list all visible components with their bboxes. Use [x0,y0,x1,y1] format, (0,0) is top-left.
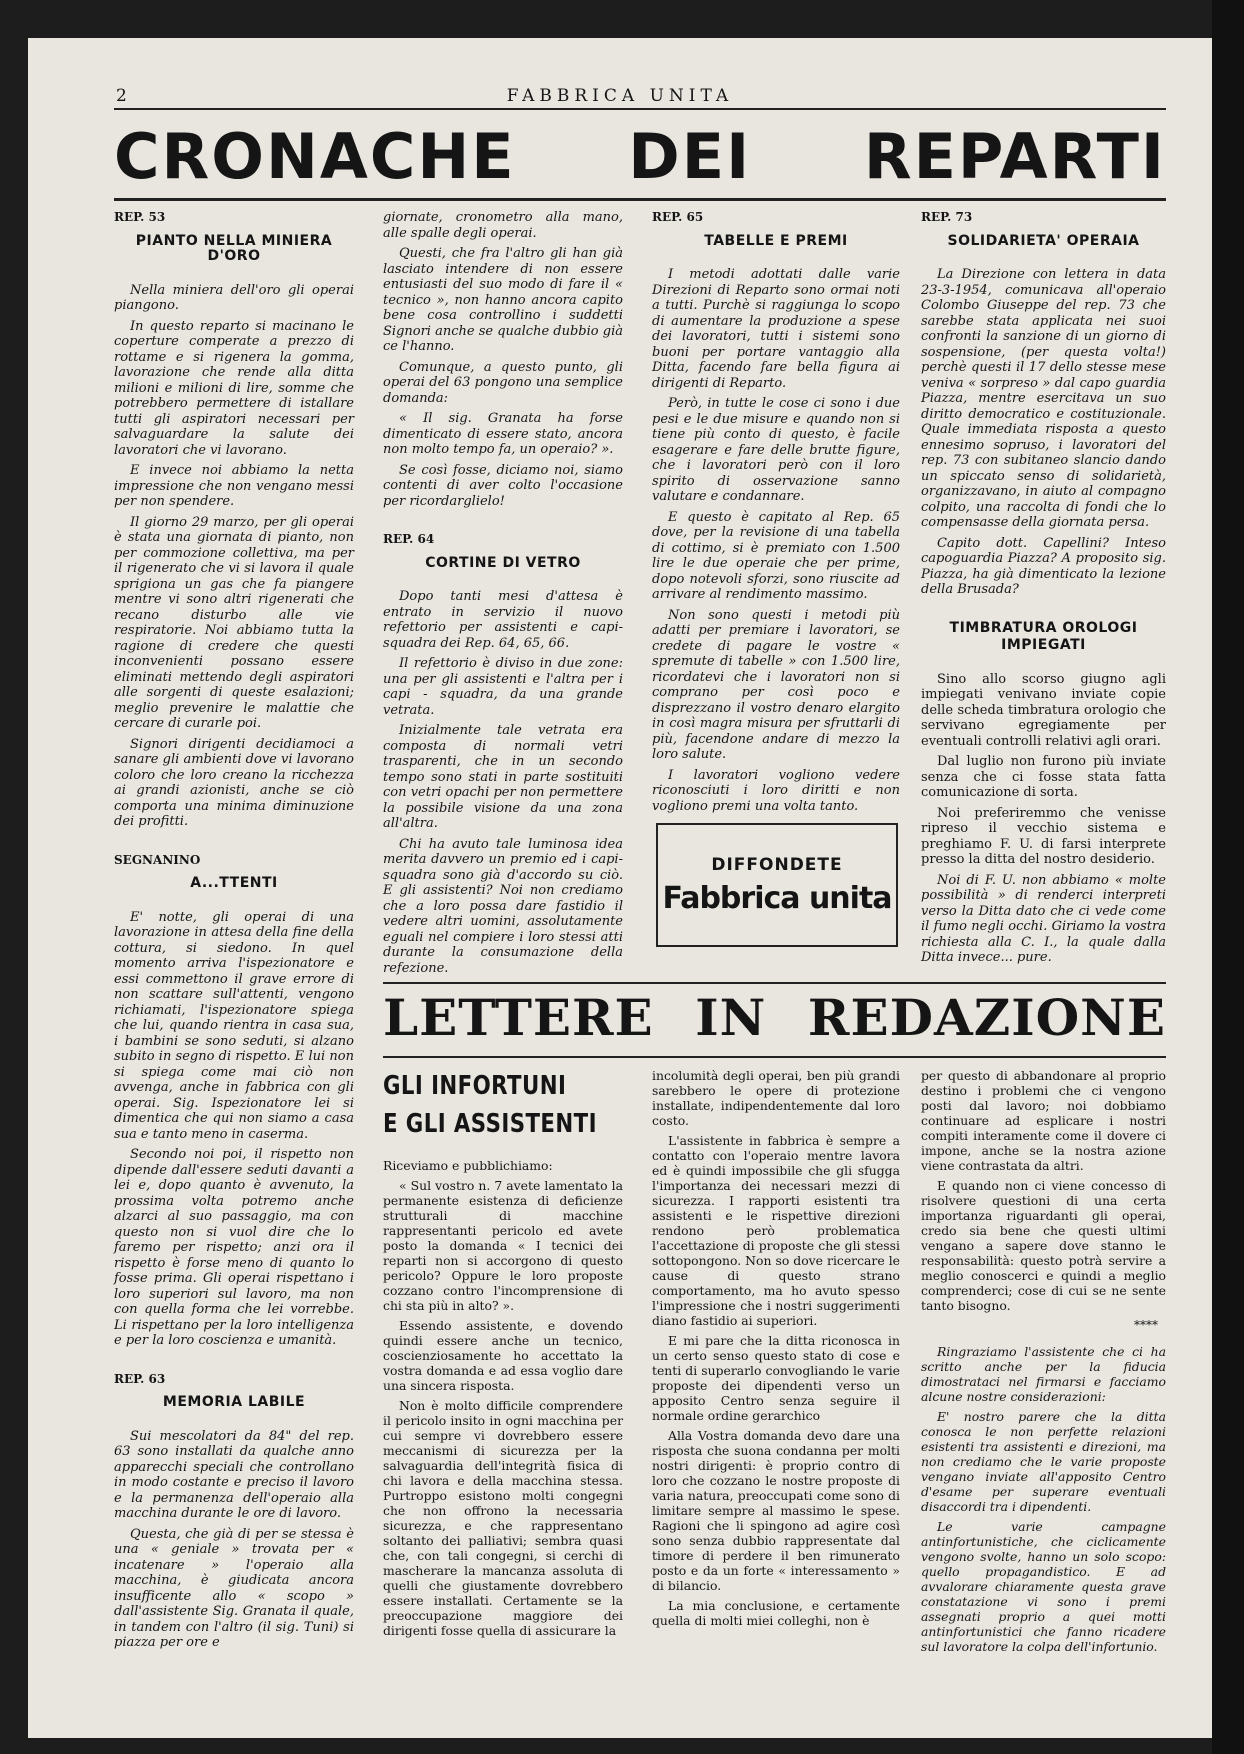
article-paragraph: I lavoratori vogliono vedere riconosciuti i loro diritti e non vogliono premi una volta tanto. [652,767,900,814]
letter-paragraph: La mia conclusione, e certamente quella di molti miei colleghi, non è [652,1598,900,1628]
page-number: 2 [116,86,127,106]
article-department: SEGNANINO [114,852,201,867]
article-paragraph: Questa, che già di per se stessa è una « geniale » trovata per « incatenare » l'operaio alla macchina, è giudicata ancora insufficente allo « scopo » dall'assistente Sig. Granata il quale, in tandem con l'altro (il sig. Tuni) si piazza per ore e [114,1526,354,1650]
article-paragraph: « Il sig. Granata ha forse dimenticato di essere stato, ancora non molto tempo fa, un operaio? ». [383,411,623,457]
letters-headline [383,984,1166,1052]
headline-word: LETTERE [383,988,654,1047]
article-paragraph: Il giorno 29 marzo, per gli operai è stata una giornata di pianto, non per commozione collettiva, ma per il rigenerato che vi si lavora il quale sprigiona un gas che fa piangere mentre vi sono altri rigenerati che recano disturbo alle vie respiratorie. Noi abbiamo tutta la ragione di credere che questi inconvenienti possano essere eliminati mettendo degli aspiratori alle sorgenti di queste esalazioni; meglio prevenire le malattie che cercare di curarle poi. [114,514,354,731]
article-paragraph: La Direzione con lettera in data 23-3-1954, comunicava all'operaio Colombo Giuseppe del rep. 73 che sarebbe stata applicata nei suoi confronti la sanzione di un giorno di sospensione, (per questa volta!) perchè questi il 17 dello stesse mese veniva « sorpreso » dal capo guardia Piazza, mentre esercitava un suo diritto democratico e costituzionale. Quale immediata risposta a questo ennesimo sopruso, i lavoratori del rep. 73 con subitaneo slancio dando un spiccato senso di solidarietà, organizzavano, in aiuto al compagno colpito, una raccolta di fondi che lo compensasse della giornata persa. [921,267,1166,530]
article-paragraph: Non sono questi i metodi più adatti per premiare i lavoratori, se credete di pagare le vostre « spremute di tabelle » con 1.500 lire, ricordatevi che i lavoratori non si comprano per così poco e disprezzano il vostro denaro elargito in così magra misura per sfruttarli di più, facendone andare di mezzo la loro salute. [652,607,900,762]
letters-column-2 [652,1068,900,1633]
article-paragraph: E' notte, gli operai di una lavorazione in attesa della fine della cottura, si siedono. In quel momento arriva l'ispezionatore e essi commettono il grave errore di non scattare sull'attenti, vengono richiamati, l'ispezionatore spiega che lui, quando rientra in casa sua, i bambini se sono seduti, si alzano subito in segno di rispetto. E lui non si spiega come mai ciò non avvenga, anche in fabbrica con gli operai. Sig. Ispezionatore lei si dimentica che qui non siamo a casa sua e tanto meno in caserma. [114,909,354,1142]
article-paragraph: Comunque, a questo punto, gli operai del 63 pongono una semplice domanda: [383,359,623,406]
masthead-rule [114,108,1166,110]
article-title: CORTINE DI VETRO [425,554,581,571]
article-title: IMPIEGATI [1001,637,1086,653]
article-paragraph: Sino allo scorso giugno agli impiegati venivano inviate copie delle scheda timbratura orologio che servivano egregiamente per eventuali controlli relativi agli orari. [921,671,1166,749]
promo-newspaper-name: Fabbrica unita [662,880,892,916]
letter-paragraph: E mi pare che la ditta riconosca in un certo senso questo stato di cose e tenti di superarlo convogliando le varie proposte dei dipendenti verso un apposito Centro senza seguire il normale ordine gerarchico [652,1333,900,1423]
headline-rule [114,198,1166,201]
article-paragraph: E invece noi abbiamo la netta impressione che non vengano messi per non spendere. [114,463,354,509]
headline-word: IN [695,988,767,1047]
letter-paragraph: Alla Vostra domanda devo dare una risposta che suona condanna per molti nostri dirigenti: è proprio contro di loro che cozzano le nostre proposte di varia natura, preoccupati come sono di limitare sempre al massimo le spese. Ragioni che li spingono ad agire così sono senza dubbio rappresentate dal timore di perdere il ben rimunerato posto e da un forte « interessamento » di bilancio. [652,1428,900,1593]
newspaper-page [28,38,1212,1738]
editor-reply-paragraph: Le varie campagne antinfortunistiche, che ciclicamente vengono svolte, hanno un solo scopo: quello propagandistico. E ad avvalorare chiaramente questa grave constatazione vi sono i premi assegnati proprio a quei motti antinfortunistici che fanno ricadere sul lavoratore la colpa dell'infortunio. [921,1518,1166,1654]
letters-column-1 [383,1068,623,1643]
article-paragraph: Però, in tutte le cose ci sono i due pesi e le due misure e quando non si tiene più conto di questo, è facile esagerare e fare delle brutte figure, che i lavoratori però con il loro spirito di osservazione sanno valutare e condannare. [652,396,900,504]
letter-paragraph: Essendo assistente, e dovendo quindi essere anche un tecnico, coscienziosamente ho accettato la vostra domanda e ad essa voglio dare una sincera risposta. [383,1318,623,1393]
scan-border [1212,0,1244,1754]
editor-reply-paragraph: E' nostro parere che la ditta conosca le non perfette relazioni esistenti tra assistenti e direzioni, ma non crediamo che le varie proposte vengano inviate all'apposito Centro d'esame per superare eventuali disaccordi tra i dipendenti. [921,1408,1166,1514]
headline-word: REDAZIONE [807,988,1166,1047]
article-title: PIANTO NELLA MINIERA D'ORO [135,232,333,264]
article-paragraph: Sui mescolatori da 84" del rep. 63 sono installati da qualche anno apparecchi speciali che controllano in modo costante e preciso il lavoro e la permanenza dell'operaio alla macchina durante le ore di lavoro. [114,1428,354,1521]
letter-paragraph: per questo di abbandonare al proprio destino i problemi che ci vengono posti dal lavoro; noi dobbiamo continuare ad esplicare i nostri compiti interamente come il dovere ci impone, anche se la nostra azione viene contrastata da altri. [921,1068,1166,1173]
article-department: REP. 73 [921,210,973,224]
headline-word: CRONACHE [114,120,516,193]
article-title: TIMBRATURA OROLOGI [949,619,1138,636]
article-paragraph: Questi, che fra l'altro gli han già lasciato intendere di non essere entusiasti del suo modo di fare il « tecnico », non hanno ancora capito bene cosa controllino i suddetti Signori anche se qualche dubbio già ce l'hanno. [383,246,623,354]
article-paragraph: Secondo noi poi, il rispetto non dipende dall'essere seduti davanti a lei e, dopo quanto è avvenuto, la prossima volta potremo anche alzarci al suo passaggio, ma con questo non si vuol dire che lo faremo per rispetto; anzi ora il rispetto è forse meno di quanto lo fosse prima. Gli operai rispettano i loro superiori sul lavoro, ma non con quella forma che lei vorrebbe. Li rispettano per la loro intelligenza e per la loro coscienza e umanità. [114,1147,354,1348]
article-department: REP. 65 [652,210,704,224]
article-paragraph: Dopo tanti mesi d'attesa è entrato in servizio il nuovo refettorio per assistenti e capi-squadra dei Rep. 64, 65, 66. [383,589,623,651]
headline-word: DEI [628,120,752,193]
article-paragraph: Se così fosse, diciamo noi, siamo contenti di aver colto l'occasione per ricordarglielo! [383,462,623,509]
letter-paragraph: L'assistente in fabbrica è sempre a contatto con l'operaio mentre lavora ed è quindi impossibile che gli sfugga l'importanza dei necessari mezzi di sicurezza. I rapporti esistenti tra assistenti e le rispettive direzioni rendono però problematica l'accettazione di proposte che gli stessi sottopongono. Non so dove ricercare le cause di questo strano comportamento, ma ho avuto spesso l'impressione che i nostri suggerimenti diano fastidio ai superiori. [652,1133,900,1328]
masthead-title: FABBRICA UNITA [506,86,734,106]
article-department: REP. 64 [383,532,435,546]
article-paragraph: giornate, cronometro alla mano, alle spalle degli operai. [383,210,623,241]
article-title: A...TTENTI [190,875,278,891]
article-paragraph: Dal luglio non furono più inviate senza che ci fosse stata fatta comunicazione di sorta. [921,754,1166,800]
article-paragraph: Noi di F. U. non abbiamo « molte possibilità » di renderci interpreti verso la Ditta dato che ci vede come il fumo negli occhi. Giriamo la vostra richiesta alla C. I., la quale dalla Ditta invece... pure. [921,872,1166,965]
letter-paragraph: E quando non ci viene concesso di risolvere questioni di una certa importanza riguardanti gli operai, credo sia bene che questi ultimi vengano a sapere dove stanno le responsabilità: questo potrà servire a meglio conoscerci e quindi a meglio comprenderci; cose di cui se ne sente tanto bisogno. [921,1178,1166,1313]
letters-column-3 [921,1068,1166,1659]
letter-paragraph: incolumità degli operai, ben più grandi sarebbero le opere di protezione installate, indipendentemente dal loro costo. [652,1068,900,1128]
column-1 [114,210,354,1656]
column-2 [383,210,623,981]
article-paragraph: Il refettorio è diviso in due zone: una per gli assistenti e l'altra per i capi - squadra, da una grande vetrata. [383,656,623,718]
headline-word: REPARTI [863,120,1166,193]
article-title: SOLIDARIETA' OPERAIA [947,232,1140,249]
section-headline [114,122,1166,192]
letter-paragraph: Riceviamo e pubblichiamo: [383,1158,553,1173]
article-department: REP. 63 [114,1371,166,1386]
column-3 [652,210,900,819]
article-paragraph: I metodi adottati dalle varie Direzioni di Reparto sono ormai noti a tutti. Purchè si raggiunga lo scopo di aumentare la produzione a spese dei lavoratori, tutti i sistemi sono buoni per portare vantaggio alla Ditta, facendo fare bella figura ai dirigenti di Reparto. [652,267,900,391]
separator-stars: **** [1134,1318,1158,1332]
letter-paragraph: « Sul vostro n. 7 avete lamentato la permanente esistenza di deficienze strutturali di macchine rappresentanti pericolo ed avete posto la domanda « I tecnici dei reparti non si accorgono di questo pericolo? Oppure le loro proposte cozzano contro l'incomprensione di chi sta più in alto? ». [383,1178,623,1313]
article-department: REP. 53 [114,210,166,224]
article-title: TABELLE E PREMI [704,232,848,249]
letters-bottom-rule [383,1056,1166,1058]
article-paragraph: Chi ha avuto tale luminosa idea merita davvero un premio ed i capi-squadra sono già d'accordo su ciò. E gli assistenti? Noi non crediamo che a loro possa dare fastidio il vedere altri uomini, assolutamente eguali nel compiere i loro stessi atti durante la consumazione della refezione. [383,836,623,976]
letter-title: GLI INFORTUNI [383,1071,567,1101]
letter-paragraph: Non è molto difficile comprendere il pericolo insito in ogni macchina per cui sempre vi dovrebbero essere meccanismi di sicurezza per la salvaguardia dell'integrità fisica di chi lavora e della macchina stessa. Purtroppo esistono molti congegni che non offrono la necessaria sicurezza, e che rappresentano soltanto dei palliativi; sembra quasi che, con tali congegni, si cerchi di mascherare la mancanza assoluta di quelli che giustamente dovrebbero essere installati. Certamente se la preoccupazione maggiore dei dirigenti fosse quella di assicurare la [383,1398,623,1638]
promo-line: DIFFONDETE [711,854,843,875]
editor-reply-paragraph: Ringraziamo l'assistente che ci ha scritto anche per la fiducia dimostrataci nel firmarsi e facciamo alcune nostre considerazioni: [921,1343,1166,1404]
article-paragraph: Noi preferiremmo che venisse ripreso il vecchio sistema e preghiamo F. U. di farsi interprete presso la ditta del nostro desiderio. [921,805,1166,867]
article-paragraph: Capito dott. Capellini? Inteso capoguardia Piazza? A proposito sig. Piazza, ha già dimenticato la lezione della Brusada? [921,535,1166,597]
promo-box [656,823,898,947]
article-paragraph: Signori dirigenti decidiamoci a sanare gli ambienti dove vi lavorano coloro che loro creano la ricchezza ai grandi azionisti, anche se ciò comporta una minima diminuzione dei profitti. [114,736,354,829]
article-title: MEMORIA LABILE [162,1394,306,1410]
article-paragraph: Nella miniera dell'oro gli operai piangono. [114,282,354,313]
article-paragraph: E questo è capitato al Rep. 65 dove, per la revisione di una tabella di cottimo, si è premiato con 1.500 lire le due operaie che per prime, dopo notevoli sforzi, sono riuscite ad arrivare al rendimento massimo. [652,509,900,602]
article-paragraph: Inizialmente tale vetrata era composta di normali vetri trasparenti, che in un secondo tempo sono stati in parte sostituiti con vetri opachi per non permettere la possibile visione da una zona all'altra. [383,723,623,831]
letter-title: E GLI ASSISTENTI [383,1109,597,1139]
column-4 [921,210,1166,971]
article-paragraph: In questo reparto si macinano le coperture comperate a prezzo di rottame e si rigenera la gomma, lavorazione che rende alla ditta milioni e milioni di lire, somme che potrebbero permettere di istallare tutti gli aspiratori necessari per salvaguardare la salute dei lavoratori che vi lavorano. [114,318,354,458]
